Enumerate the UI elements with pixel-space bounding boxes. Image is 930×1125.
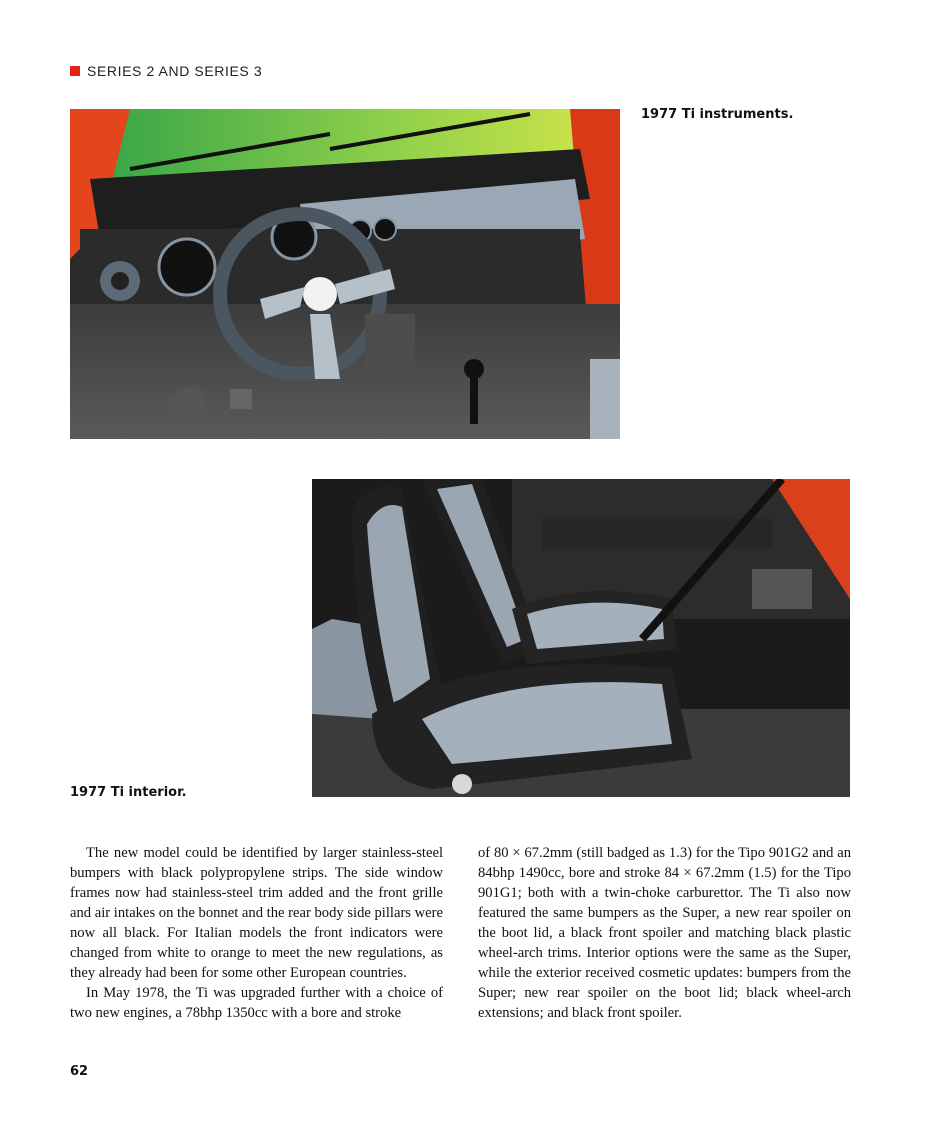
- section-marker-icon: [70, 66, 80, 76]
- caption-instruments: 1977 Ti instruments.: [641, 107, 794, 122]
- running-header: [70, 63, 262, 79]
- dashboard-illustration: [70, 109, 620, 439]
- paragraph: of 80 × 67.2mm (still badged as 1.3) for the Tipo 901G2 and an 84bhp 1490cc, bore and stroke 84 × 67.2mm (1.5) for the Tipo 901G1; both with a twin-choke carburettor. The Ti also now featured the same bumpers as the Super, a new rear spoiler on the boot lid, a black front spoiler and matching black plastic wheel-arch trims. Interior options were the same as the Super, while the exterior received cosmetic updates: bumpers from the Super; new rear spoiler on the boot lid; black wheel-arch extensions; and black front spoiler.: [478, 845, 851, 1021]
- page-number: 62: [70, 1064, 89, 1079]
- body-column-left: [70, 843, 443, 1023]
- photo-instruments: [70, 109, 620, 439]
- section-title: SERIES 2 AND SERIES 3: [87, 63, 263, 79]
- caption-interior: 1977 Ti interior.: [70, 785, 187, 800]
- photo-interior: [312, 479, 850, 797]
- body-column-right: [478, 843, 851, 1023]
- paragraph: The new model could be identified by larger stainless-steel bumpers with black polypropylene strips. The side window frames now had stainless-steel trim added and the front grille and air intakes on the bonnet and the rear body side pillars were now all black. For Italian models the front indicators were changed from white to orange to meet the new regulations, as they already had been for some other European countries.: [70, 845, 443, 981]
- seats-illustration: [312, 479, 850, 797]
- paragraph: In May 1978, the Ti was upgraded further with a choice of two new engines, a 78bhp 1350cc with a bore and stroke: [70, 985, 443, 1021]
